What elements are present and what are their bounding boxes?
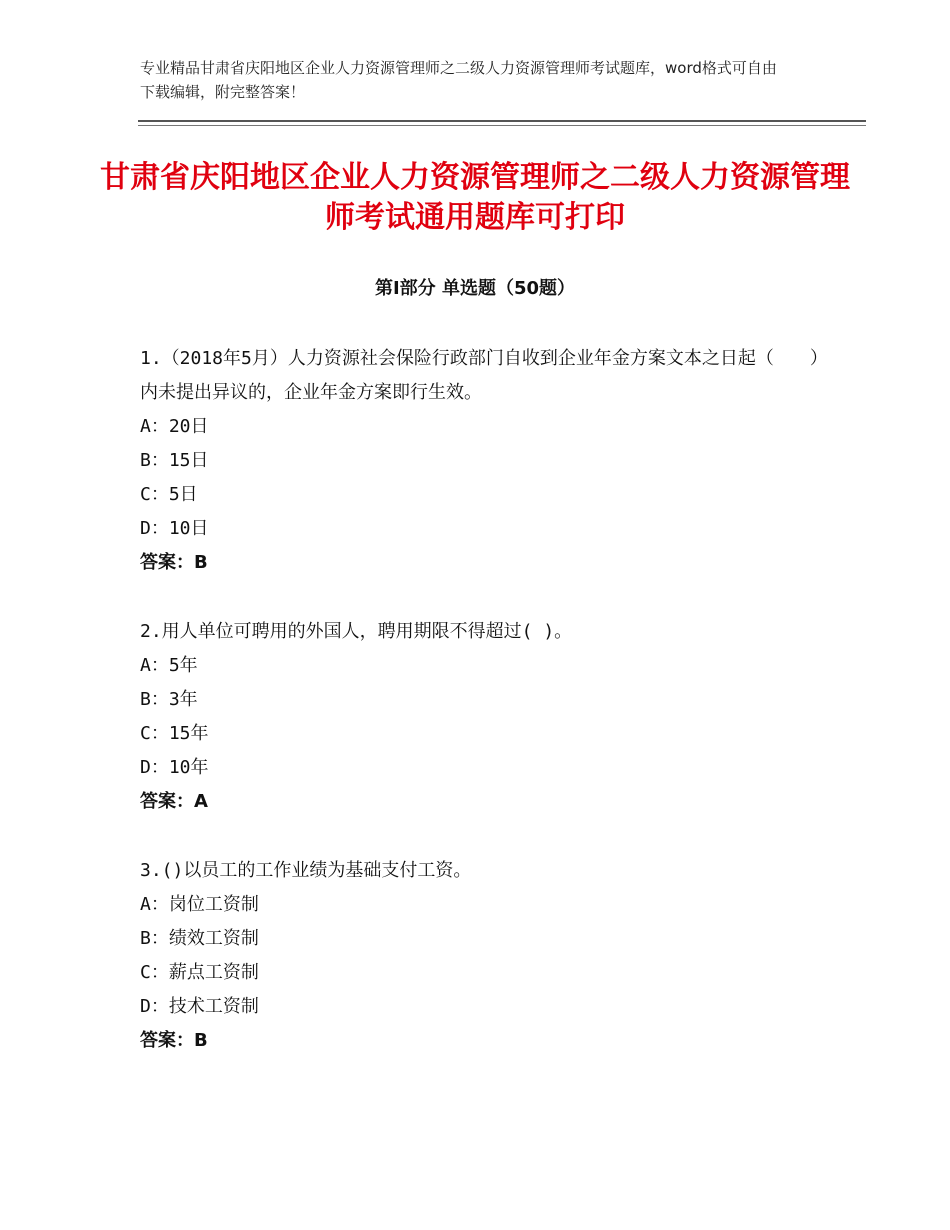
question-text: 2.用人单位可聘用的外国人，聘用期限不得超过( )。 — [140, 621, 573, 642]
option-c: C：5日 — [140, 484, 198, 505]
option-b: B：绩效工资制 — [140, 928, 259, 949]
option-d: D：10日 — [140, 518, 209, 539]
question-text: 3.()以员工的工作业绩为基础支付工资。 — [140, 860, 472, 881]
question-text: 1.（2018年5月）人力资源社会保险行政部门自收到企业年金方案文本之日起（ ）内未提出异议的，企业年金方案即行生效。 — [140, 348, 819, 403]
option-b: B：15日 — [140, 450, 209, 471]
question-2 — [140, 615, 820, 819]
option-a: A：岗位工资制 — [140, 894, 259, 915]
answer: 答案：A — [140, 791, 208, 812]
option-c: C：薪点工资制 — [140, 962, 259, 983]
header-note: 专业精品甘肃省庆阳地区企业人力资源管理师之二级人力资源管理师考试题库，word格式可自由下载编辑，附完整答案！ — [140, 59, 777, 101]
option-d: D：10年 — [140, 757, 209, 778]
header-rule-thick — [138, 120, 866, 122]
option-a: A：5年 — [140, 655, 198, 676]
option-d: D：技术工资制 — [140, 996, 259, 1017]
option-a: A：20日 — [140, 416, 209, 437]
question-1 — [140, 342, 820, 580]
header-rule-thin — [138, 125, 866, 126]
answer: 答案：B — [140, 1030, 208, 1051]
section-title: 第Ⅰ部分 单选题（50题） — [374, 278, 575, 299]
option-b: B：3年 — [140, 689, 198, 710]
answer: 答案：B — [140, 552, 208, 573]
document-title: 甘肃省庆阳地区企业人力资源管理师之二级人力资源管理师考试通用题库可打印 — [100, 160, 850, 235]
option-c: C：15年 — [140, 723, 209, 744]
question-3 — [140, 854, 820, 1058]
